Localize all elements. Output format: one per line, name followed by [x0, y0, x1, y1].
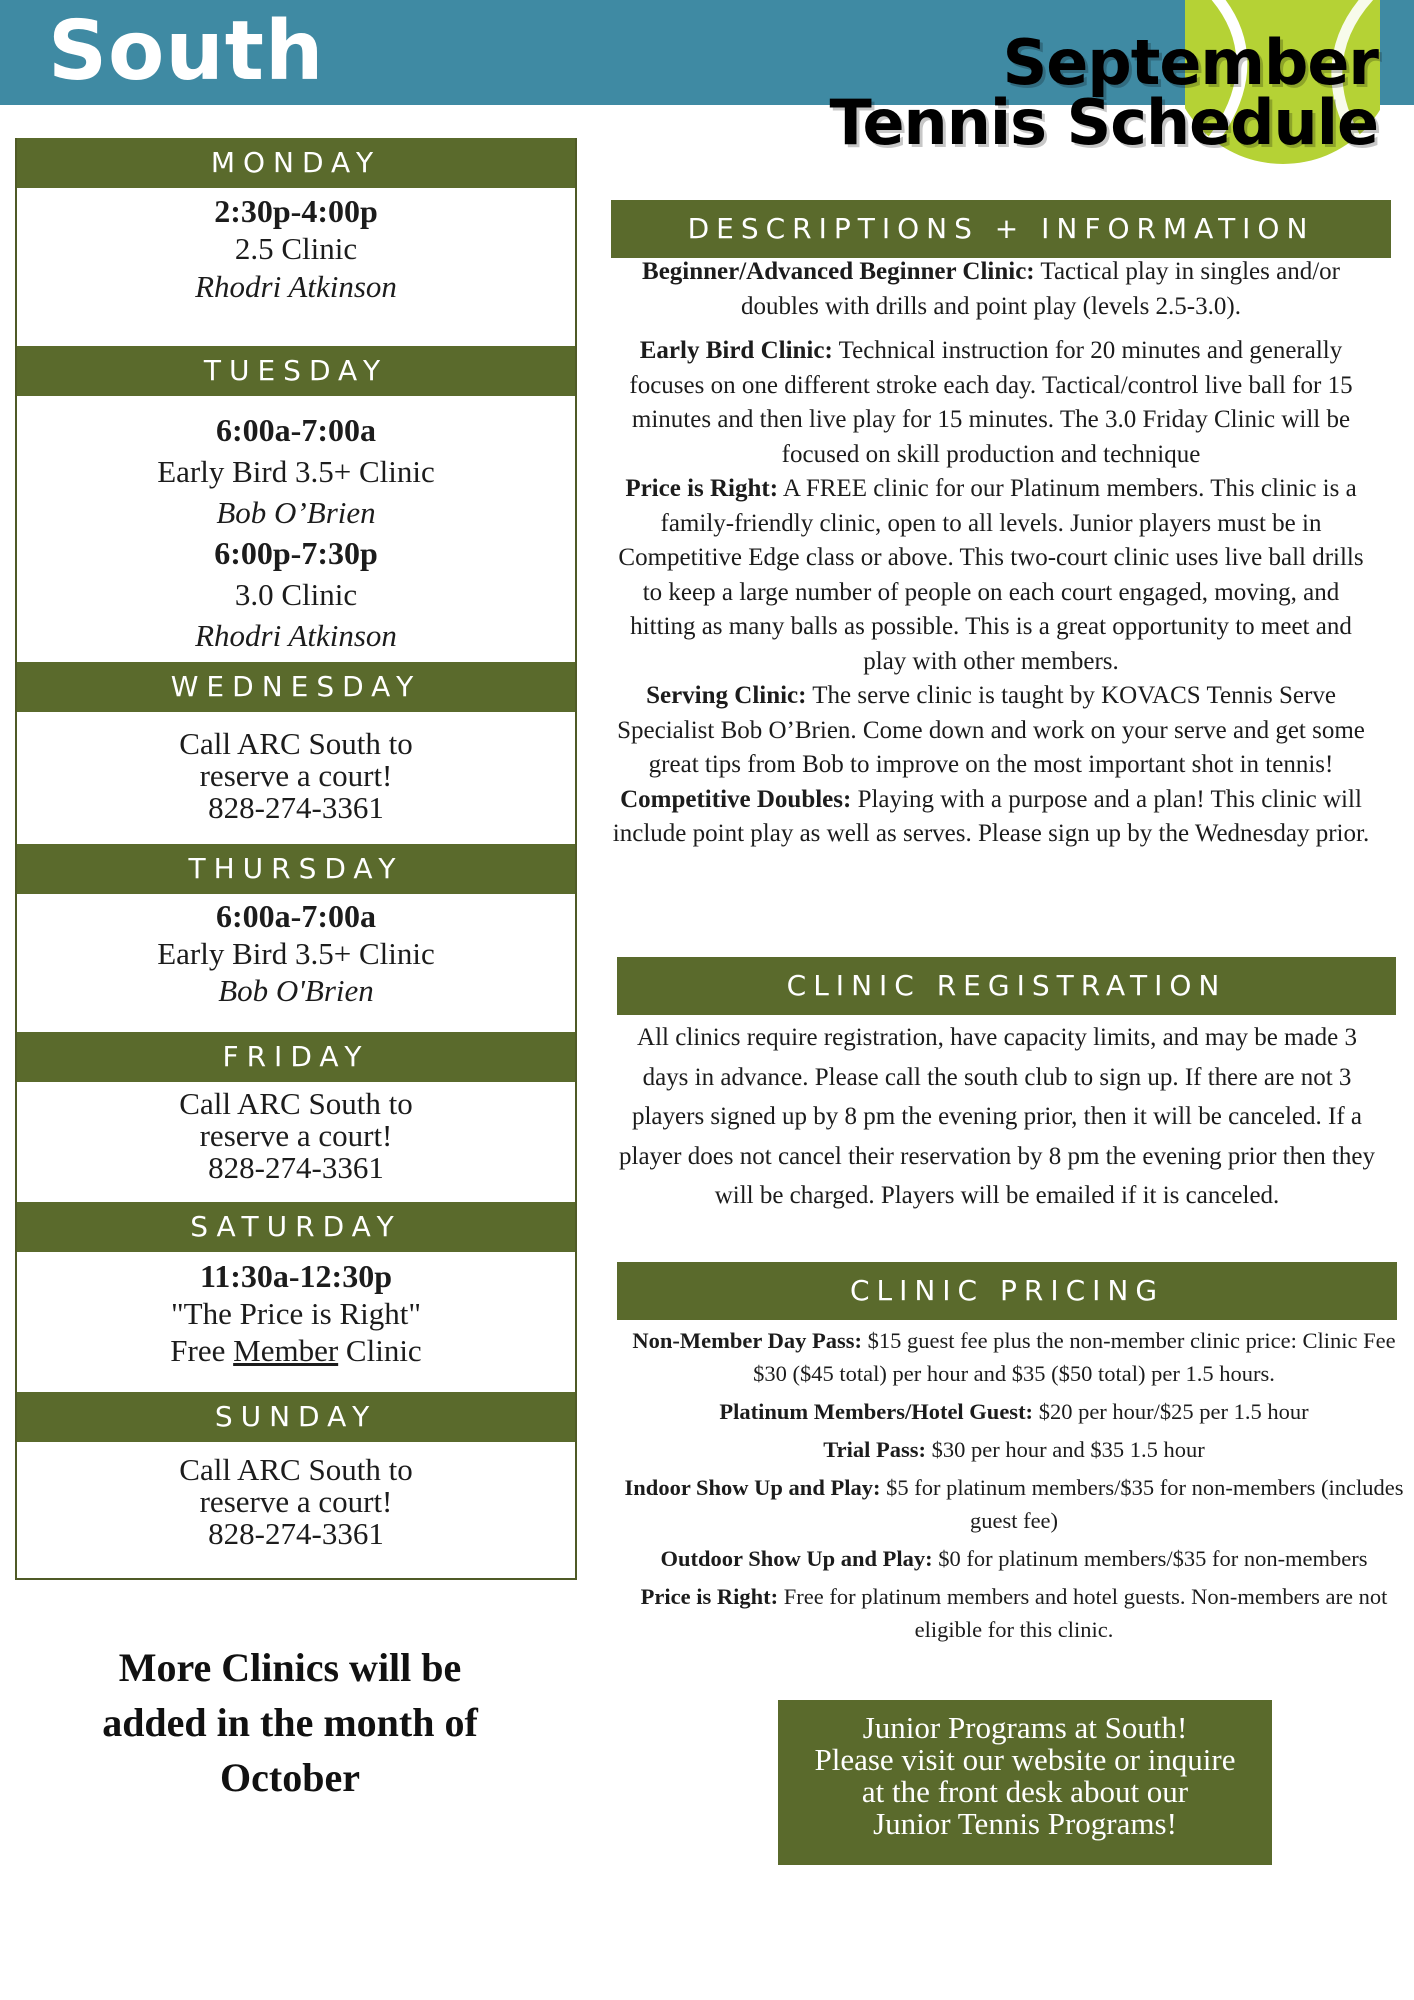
day-heading: TUESDAY [17, 346, 575, 396]
session-class: Early Bird 3.5+ Clinic [157, 454, 435, 489]
pricing-text: Free for platinum members and hotel guests. Non-members are not eligible for this clinic. [778, 1584, 1388, 1642]
day-content [17, 396, 575, 662]
description-name: Beginner/Advanced Beginner Clinic: [642, 258, 1035, 285]
pricing-name: Outdoor Show Up and Play: [660, 1546, 933, 1571]
reserve-line: reserve a court! [199, 1484, 393, 1519]
description-item [610, 472, 1372, 679]
day-friday [17, 1032, 575, 1202]
description-name: Price is Right: [625, 475, 779, 502]
reserve-line: Call ARC South to [179, 726, 413, 761]
day-heading: SATURDAY [17, 1202, 575, 1252]
title-month: September [1002, 26, 1378, 99]
pricing-name: Indoor Show Up and Play: [624, 1475, 881, 1500]
pricing-item [615, 1580, 1413, 1646]
pricing-name: Non-Member Day Pass: [632, 1328, 862, 1353]
location-title: South [48, 4, 325, 99]
session-coach: Bob O'Brien [218, 973, 374, 1008]
day-content [17, 1082, 575, 1202]
junior-programs-box [778, 1700, 1272, 1865]
description-name: Competitive Doubles: [620, 785, 852, 813]
free-word: Free [170, 1333, 226, 1368]
pricing-heading: CLINIC PRICING [617, 1262, 1397, 1320]
title-text: Tennis Schedule [829, 86, 1378, 159]
session-time: 6:00p-7:30p [214, 535, 378, 571]
pricing-text: $20 per hour/$25 per 1.5 hour [1033, 1399, 1309, 1424]
pricing-name: Trial Pass: [823, 1437, 926, 1462]
descriptions-section [610, 255, 1372, 852]
weekly-schedule [15, 138, 577, 1580]
more-clinics-line: October [220, 1755, 360, 1800]
reserve-line: Call ARC South to [179, 1452, 413, 1487]
description-item [610, 255, 1372, 324]
session-coach: Rhodri Atkinson [195, 269, 397, 304]
reserve-line: reserve a court! [199, 758, 393, 793]
day-content [17, 188, 575, 346]
registration-heading: CLINIC REGISTRATION [617, 957, 1396, 1015]
reserve-line: Call ARC South to [179, 1086, 413, 1121]
session-coach: Rhodri Atkinson [195, 618, 397, 653]
session-class: Early Bird 3.5+ Clinic [157, 936, 435, 971]
pricing-text: $5 for platinum members/$35 for non-members (includes guest fee) [880, 1475, 1404, 1533]
day-saturday [17, 1202, 575, 1392]
pricing-name: Platinum Members/Hotel Guest: [719, 1399, 1034, 1424]
descriptions-heading: DESCRIPTIONS + INFORMATION [611, 200, 1391, 258]
pricing-text: $15 guest fee plus the non-member clinic price: Clinic Fee $30 ($45 total) per hour and $35 ($50 total) per 1.5 hours. [753, 1328, 1396, 1386]
description-text: Tactical play in singles and/or doubles with drills and point play (levels 2.5-3.0). [741, 258, 1340, 320]
description-name: Early Bird Clinic: [639, 337, 833, 364]
day-content [17, 894, 575, 1032]
more-clinics-line: added in the month of [102, 1700, 478, 1745]
pricing-item [615, 1542, 1413, 1575]
description-text: A FREE clinic for our Platinum members. This clinic is a family-friendly clinic, open to all levels. Junior players must be in Competitive Edge class or above. This two-court clinic uses live ball drills to keep a large number of people on each court engaged, moving, and hitting as many balls as possible. This is a great opportunity to meet and play with other members. [618, 475, 1364, 675]
pricing-text: $30 per hour and $35 1.5 hour [926, 1437, 1205, 1462]
pricing-item [615, 1324, 1413, 1390]
day-heading: FRIDAY [17, 1032, 575, 1082]
session-class: "The Price is Right" [170, 1296, 422, 1331]
pricing-item [615, 1433, 1413, 1466]
description-item [610, 679, 1372, 783]
session-coach: Bob O’Brien [216, 495, 376, 530]
description-text: The serve clinic is taught by KOVACS Tennis Serve Specialist Bob O’Brien. Come down and work on your serve and get some great tips from Bob to improve on the most important shot in tennis! [617, 682, 1365, 778]
schedule-title [829, 26, 1378, 159]
description-name: Serving Clinic: [646, 682, 807, 709]
pricing-item [615, 1395, 1413, 1428]
day-wednesday [17, 662, 575, 844]
day-monday [17, 138, 575, 346]
day-tuesday [17, 346, 575, 662]
registration-text: All clinics require registration, have capacity limits, and may be made 3 days in advance. Please call the south club to sign up. If there are not 3 players signed up by 8 pm the evening prior, then it will be canceled. If a player does not cancel their reservation by 8 pm the evening prior then they will be charged. Players will be emailed if it is canceled. [619, 1024, 1375, 1209]
phone-number: 828-274-3361 [208, 1150, 384, 1185]
description-text: Technical instruction for 20 minutes and generally focuses on one different stroke each day. Tactical/control live ball for 15 minutes and then live play for 15 minutes. The 3.0 Friday Clinic will be focused on skill production and technique [629, 337, 1353, 468]
session-time: 6:00a-7:00a [216, 898, 376, 934]
day-sunday [17, 1392, 575, 1578]
reserve-line: reserve a court! [199, 1118, 393, 1153]
session-time: 6:00a-7:00a [216, 412, 376, 448]
day-heading: THURSDAY [17, 844, 575, 894]
phone-number: 828-274-3361 [208, 790, 384, 825]
session-time: 11:30a-12:30p [200, 1258, 392, 1294]
pricing-section [615, 1324, 1413, 1651]
more-clinics-note [20, 1640, 560, 1805]
phone-number: 828-274-3361 [208, 1516, 384, 1551]
session-note [17, 1332, 575, 1369]
description-item [610, 783, 1372, 852]
pricing-item [615, 1471, 1413, 1537]
day-thursday [17, 844, 575, 1032]
clinic-word: Clinic [345, 1333, 422, 1368]
junior-line: Junior Tennis Programs! [873, 1806, 1177, 1841]
day-heading: SUNDAY [17, 1392, 575, 1442]
pricing-text: $0 for platinum members/$35 for non-members [932, 1546, 1368, 1571]
pricing-name: Price is Right: [640, 1584, 779, 1609]
session-class: 3.0 Clinic [234, 577, 358, 612]
session-class: 2.5 Clinic [234, 231, 358, 266]
day-heading: WEDNESDAY [17, 662, 575, 712]
member-word: Member [233, 1333, 339, 1368]
junior-line: Please visit our website or inquire [814, 1742, 1236, 1777]
junior-line: at the front desk about our [861, 1774, 1189, 1809]
day-content [17, 1252, 575, 1392]
session-time: 2:30p-4:00p [214, 193, 378, 229]
day-heading: MONDAY [17, 138, 575, 188]
description-item [610, 334, 1372, 472]
more-clinics-line: More Clinics will be [118, 1645, 462, 1690]
junior-line: Junior Programs at South! [862, 1710, 1188, 1745]
day-content [17, 712, 575, 844]
description-text: Playing with a purpose and a plan! This clinic will include point play as well as serves. Please sign up by the Wednesday prior. [612, 785, 1370, 847]
day-content [17, 1442, 575, 1578]
